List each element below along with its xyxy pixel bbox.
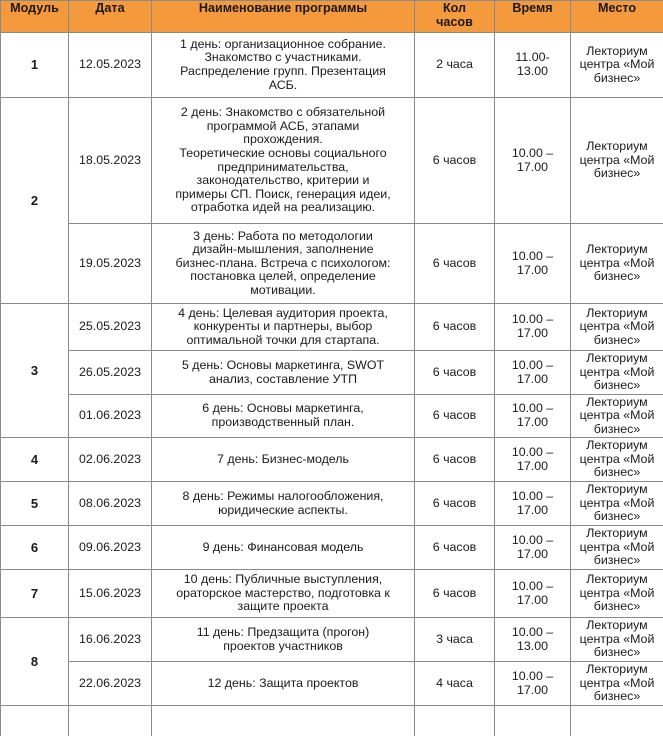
place-cell: Лекториум центра «Мой бизнес» (571, 438, 663, 482)
date-cell: 01.06.2023 (69, 395, 152, 438)
place-cell: Лекториум центра «Мой бизнес» (571, 33, 663, 98)
table-row (1, 224, 663, 304)
place-cell: Лекториум центра «Мой бизнес» (571, 662, 663, 706)
empty-cell (571, 706, 663, 736)
date-cell: 16.06.2023 (69, 618, 152, 662)
hours-cell: 6 часов (415, 570, 495, 618)
header-module: Модуль (1, 1, 69, 33)
place-cell: Лекториум центра «Мой бизнес» (571, 304, 663, 351)
empty-cell (69, 706, 152, 736)
program-cell: 11 день: Предзащита (прогон) проектов участников (152, 618, 415, 662)
hours-cell: 6 часов (415, 304, 495, 351)
date-cell: 08.06.2023 (69, 482, 152, 526)
program-cell: 4 день: Целевая аудитория проекта, конкуренты и партнеры, выбор оптимальной точки для стартапа. (152, 304, 415, 351)
table-row (1, 482, 663, 526)
program-cell: 8 день: Режимы налогообложения, юридические аспекты. (152, 482, 415, 526)
empty-cell (415, 706, 495, 736)
table-row (1, 662, 663, 706)
hours-cell: 6 часов (415, 224, 495, 304)
table-row (1, 33, 663, 98)
program-cell: 10 день: Публичные выступления, ораторское мастерство, подготовка к защите проекта (152, 570, 415, 618)
time-cell: 10.00 – 17.00 (495, 304, 571, 351)
header-program: Наименование программы (152, 1, 415, 33)
table-row (1, 570, 663, 618)
time-cell: 10.00 – 17.00 (495, 224, 571, 304)
header-place: Место (571, 1, 663, 33)
place-cell: Лекториум центра «Мой бизнес» (571, 98, 663, 224)
hours-cell: 6 часов (415, 526, 495, 570)
hours-cell: 6 часов (415, 351, 495, 395)
hours-cell: 2 часа (415, 33, 495, 98)
header-date: Дата (69, 1, 152, 33)
program-cell: 12 день: Защита проектов (152, 662, 415, 706)
time-cell: 10.00 – 17.00 (495, 526, 571, 570)
module-cell: 7 (1, 570, 69, 618)
table-row (1, 395, 663, 438)
place-cell: Лекториум центра «Мой бизнес» (571, 570, 663, 618)
time-cell: 10.00 – 17.00 (495, 570, 571, 618)
time-cell: 10.00 – 17.00 (495, 351, 571, 395)
hours-cell: 3 часа (415, 618, 495, 662)
module-cell: 8 (1, 618, 69, 706)
date-cell: 09.06.2023 (69, 526, 152, 570)
program-cell: 5 день: Основы маркетинга, SWOT анализ, составление УТП (152, 351, 415, 395)
place-cell: Лекториум центра «Мой бизнес» (571, 395, 663, 438)
date-cell: 22.06.2023 (69, 662, 152, 706)
time-cell: 10.00 – 17.00 (495, 662, 571, 706)
program-cell: 9 день: Финансовая модель (152, 526, 415, 570)
hours-cell: 6 часов (415, 482, 495, 526)
table-row (1, 618, 663, 662)
time-cell: 10.00 – 17.00 (495, 395, 571, 438)
date-cell: 02.06.2023 (69, 438, 152, 482)
date-cell: 26.05.2023 (69, 351, 152, 395)
module-cell: 3 (1, 304, 69, 438)
table-row-continuation (1, 706, 663, 736)
module-cell: 6 (1, 526, 69, 570)
place-cell: Лекториум центра «Мой бизнес» (571, 482, 663, 526)
program-cell: 7 день: Бизнес-модель (152, 438, 415, 482)
date-cell: 15.06.2023 (69, 570, 152, 618)
hours-cell: 6 часов (415, 395, 495, 438)
program-cell: 2 день: Знакомство с обязательной программой АСБ, этапами прохождения. Теоретические основы социального предпринимательства, законодательство, критерии и примеры СП. Поиск, генерация идеи, отработка идей на реализацию. (152, 98, 415, 224)
empty-cell (1, 706, 69, 736)
module-cell: 5 (1, 482, 69, 526)
place-cell: Лекториум центра «Мой бизнес» (571, 618, 663, 662)
table-row (1, 526, 663, 570)
header-row (1, 1, 663, 33)
hours-cell: 6 часов (415, 98, 495, 224)
table-row (1, 438, 663, 482)
empty-cell (495, 706, 571, 736)
program-cell: 3 день: Работа по методологии дизайн-мышления, заполнение бизнес-плана. Встреча с психологом: постановка целей, определение мотивации. (152, 224, 415, 304)
date-cell: 18.05.2023 (69, 98, 152, 224)
date-cell: 12.05.2023 (69, 33, 152, 98)
time-cell: 10.00 – 17.00 (495, 438, 571, 482)
place-cell: Лекториум центра «Мой бизнес» (571, 351, 663, 395)
module-cell: 4 (1, 438, 69, 482)
hours-cell: 4 часа (415, 662, 495, 706)
table-row (1, 304, 663, 351)
module-cell: 2 (1, 98, 69, 304)
place-cell: Лекториум центра «Мой бизнес» (571, 526, 663, 570)
time-cell: 10.00 – 17.00 (495, 482, 571, 526)
program-cell: 6 день: Основы маркетинга, производственный план. (152, 395, 415, 438)
module-cell: 1 (1, 33, 69, 98)
time-cell: 10.00 – 13.00 (495, 618, 571, 662)
place-cell: Лекториум центра «Мой бизнес» (571, 224, 663, 304)
time-cell: 11.00- 13.00 (495, 33, 571, 98)
empty-cell (152, 706, 415, 736)
table-row (1, 351, 663, 395)
hours-cell: 6 часов (415, 438, 495, 482)
program-cell: 1 день: организационное собрание. Знакомство с участниками. Распределение групп. Презентация АСБ. (152, 33, 415, 98)
header-time: Время (495, 1, 571, 33)
time-cell: 10.00 – 17.00 (495, 98, 571, 224)
date-cell: 19.05.2023 (69, 224, 152, 304)
date-cell: 25.05.2023 (69, 304, 152, 351)
table-row (1, 98, 663, 224)
header-hours: Кол часов (415, 1, 495, 33)
